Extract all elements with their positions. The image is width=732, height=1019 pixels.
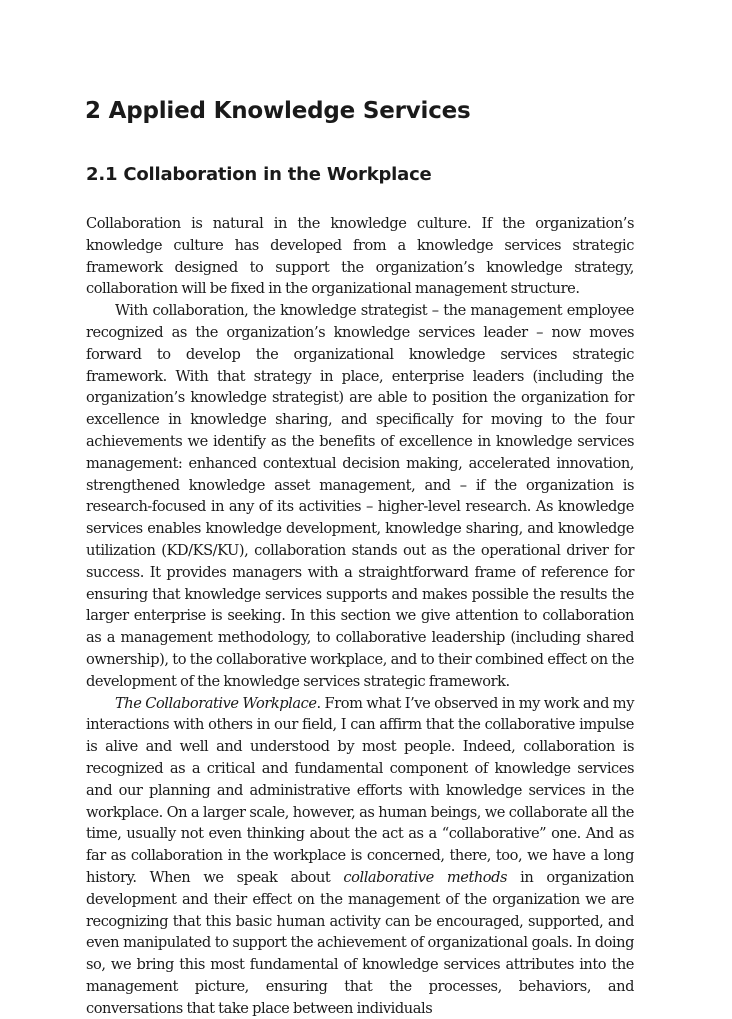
- paragraph-intro: Collaboration is natural in the knowledge culture. If the organization’s knowledge culture has developed from a knowledge services strategic framework designed to support the organization’s knowledge strategy, collaboration will be fixed in the organizational management structure.: [86, 215, 634, 298]
- italic-run-term: collaborative methods: [343, 868, 508, 886]
- document-page: [86, 96, 634, 1019]
- chapter-title: 2 Applied Knowledge Services: [85, 98, 471, 124]
- paragraph-knowledge-strategist: With collaboration, the knowledge strategist – the management employee recognized as the organization’s knowledge services leader – now moves forward to develop the organizational knowledge services strategic framework. With that strategy in place, enterprise leaders (including the organization’s knowledge strategist) are able to position the organization for excellence in knowledge sharing, and specifically for moving to the four achievements we identify as the benefits of excellence in knowledge services management: enhanced contextual decision making, accelerated innovation, strengthened knowledge asset management, and – if the organization is research-focused in any of its activities – higher-level research. As knowledge services enables knowledge development, knowledge sharing, and knowledge utilization (KD/KS/KU), collaboration stands out as the operational driver for success. It provides managers with a straightforward frame of reference for ensuring that knowledge services supports and makes possible the results the larger enterprise is seeking. In this section we give attention to collaboration as a management methodology, to collaborative leadership (including shared ownership), to the collaborative workplace, and to their combined effect on the development of the knowledge services strategic framework.: [86, 302, 634, 690]
- italic-run-heading: The Collaborative Workplace: [115, 694, 317, 712]
- section-title: 2.1 Collaboration in the Workplace: [86, 164, 432, 185]
- text-run: in organization development and their effect on the management of the organization we are recognizing that this basic human activity can be encouraged, supported, and even manipulated to support the achievement of organizational goals. In doing so, we bring this most fundamental of knowledge services attributes into the management picture, ensuring that the processes, behaviors, and conversations that take place between individuals: [86, 868, 634, 1017]
- body-text: [86, 213, 634, 1019]
- paragraph-collaborative-workplace: [86, 693, 634, 1019]
- text-run: . From what I’ve observed in my work and my interactions with others in our field, I can affirm that the collaborative impulse is alive and well and understood by most people. Indeed, collaboration is recognized as a critical and fundamental component of knowledge services and our planning and administrative efforts with knowledge services in the workplace. On a larger scale, however, as human beings, we collaborate all the time, usually not even thinking about the act as a “collaborative” one. And as far as collaboration in the workplace is concerned, there, too, we have a long history. When we speak about: [86, 694, 634, 886]
